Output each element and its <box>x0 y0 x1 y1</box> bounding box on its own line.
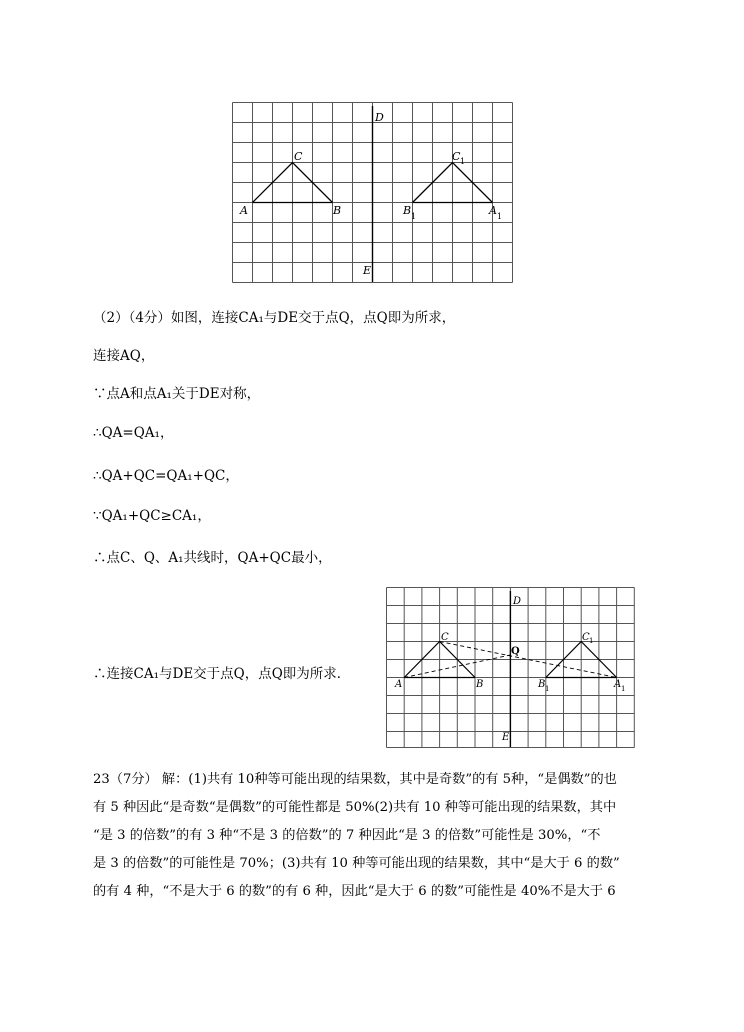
label-A1: A <box>614 679 622 690</box>
label-D: D <box>513 596 522 607</box>
label-A1-sub: 1 <box>497 212 503 221</box>
solution-line-1: （2）（4分）如图，连接CA₁与DE交于点Q，点Q即为所求， <box>93 310 456 326</box>
solution-23-line-4: 是 3 的倍数”的可能性是 70%；(3)共有 10 种等可能出现的结果数，其中“是大于 6 的数” <box>93 856 620 871</box>
label-B1-sub: 1 <box>545 685 550 693</box>
label-Q: Q <box>511 646 520 657</box>
solution-line-7: ∴点C、Q、A₁共线时，QA+QC最小， <box>93 550 332 566</box>
figure-grid-1 <box>232 102 514 284</box>
solution-line-5: ∴QA+QC=QA₁+QC， <box>93 468 239 484</box>
solution-23-paragraph <box>93 766 661 906</box>
solution-23-line-1: 23（7分） 解：(1)共有 10种等可能出现的结果数，其中是奇数”的有 5种，“是偶数”的也 <box>93 772 617 787</box>
solution-line-3: ∵点A和点A₁关于DE对称， <box>93 386 261 402</box>
solution-line-6: ∵QA₁+QC≥CA₁， <box>93 508 211 524</box>
label-A1-sub: 1 <box>621 685 626 693</box>
label-A: A <box>240 204 248 217</box>
label-E: E <box>502 732 510 743</box>
label-B: B <box>476 679 484 690</box>
label-B1-sub: 1 <box>411 212 417 221</box>
label-D: D <box>375 111 384 124</box>
label-B1: B <box>538 679 546 690</box>
label-E: E <box>363 264 372 277</box>
label-C: C <box>294 150 303 163</box>
label-C1: C <box>452 150 461 163</box>
grid-diagram-2 <box>386 587 638 749</box>
grid-diagram-1 <box>232 102 514 284</box>
solution-23-line-2: 有 5 种因此“是奇数“是偶数”的可能性都是 50%(2)共有 10 种等可能出现的结果数，其中 <box>93 800 617 815</box>
solution-line-8: ∴连接CA₁与DE交于点Q，点Q即为所求． <box>93 666 351 682</box>
label-A: A <box>395 679 403 690</box>
label-C1-sub: 1 <box>460 157 466 166</box>
solution-23-line-5: 的有 4 种，“不是大于 6 的数”的有 6 种，因此“是大于 6 的数”可能性是 40%不是大于 6 <box>93 884 616 899</box>
solution-line-4: ∴QA=QA₁， <box>93 425 174 441</box>
label-C: C <box>441 632 449 643</box>
solution-line-2: 连接AQ， <box>93 348 155 364</box>
figure-grid-2 <box>386 587 638 749</box>
label-B1: B <box>403 204 412 217</box>
label-B: B <box>333 204 342 217</box>
label-A1: A <box>489 204 497 217</box>
solution-23-line-3: “是 3 的倍数”的有 3 种“不是 3 的倍数”的 7 种因此“是 3 的倍数”可能性是 30%，“不 <box>93 828 601 843</box>
label-C1-sub: 1 <box>589 637 594 645</box>
label-C1: C <box>582 632 590 643</box>
